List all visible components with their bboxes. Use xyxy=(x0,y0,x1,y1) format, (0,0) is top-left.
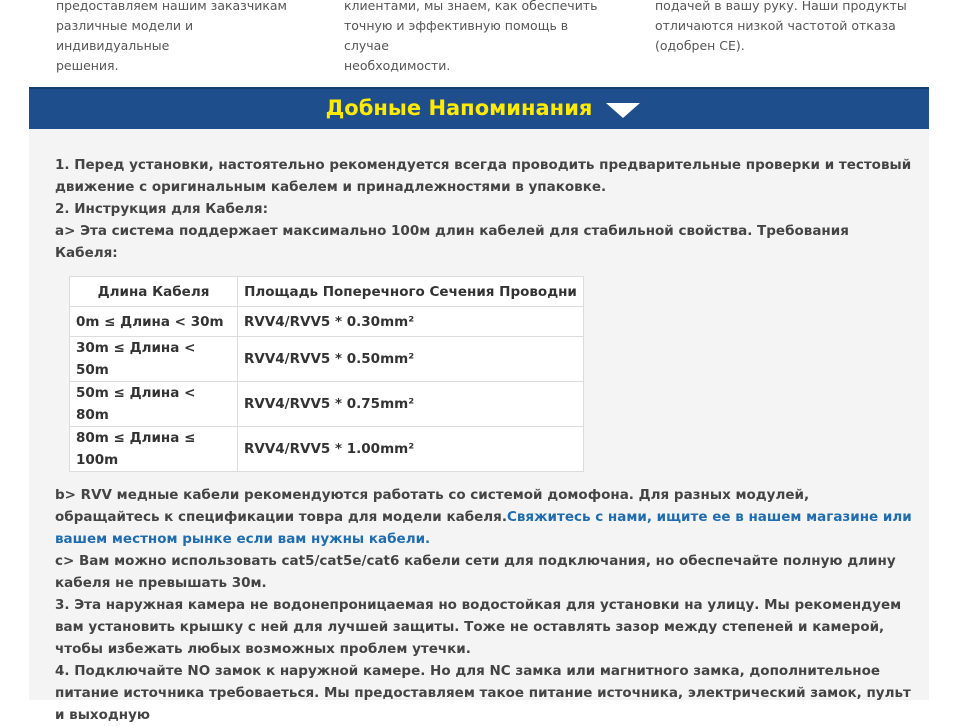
cross-section-cell: RVV4/RVV5 * 0.75mm² xyxy=(238,382,584,427)
feature-column-2 xyxy=(344,0,614,76)
feature-text-line: (одобрен CE). xyxy=(655,38,745,53)
reminder-item-2b xyxy=(55,484,915,550)
cable-length-cell: 80m ≤ Длина ≤ 100m xyxy=(70,427,238,472)
top-feature-columns xyxy=(0,0,958,87)
table-row xyxy=(70,427,584,472)
reminder-item-1: 1. Перед установки, настоятельно рекомендуется всегда проводить предварительные проверки и тестовый движение с оригинальным кабелем и принадлежностями в упаковке. xyxy=(55,157,912,195)
reminder-item-2: 2. Инструкция для Кабеля: xyxy=(55,201,268,217)
feature-text-line: отличаются низкой частотой отказа xyxy=(655,18,896,33)
cable-length-cell: 0m ≤ Длина < 30m xyxy=(70,307,238,337)
feature-text-line: предоставляем нашим заказчикам xyxy=(56,0,287,13)
cable-requirements-table xyxy=(69,276,584,472)
reminder-item-4: 4. Подключайте NO замок к наружной камере. Но для NC замка или магнитного замка, дополнительное питание источника требоваеться. Мы предоставляем такое питание источника, электрический замок, пульт и выходную xyxy=(55,663,911,723)
table-header-row xyxy=(70,277,584,307)
table-row xyxy=(70,382,584,427)
cable-length-cell: 50m ≤ Длина < 80m xyxy=(70,382,238,427)
reminder-item-3: 3. Эта наружная камера не водонепроницаемая но водостойкая для установки на улицу. Мы рекомендуем вам установить крышку с ней для лучшей защиты. Тоже не оставлять зазор между степеней и камерой, чтобы избежать любых возможных проблем утечки. xyxy=(55,597,902,657)
table-row xyxy=(70,337,584,382)
reminders-banner xyxy=(29,87,929,129)
feature-text-line: клиентами, мы знаем, как обеспечить xyxy=(344,0,598,13)
cross-section-cell: RVV4/RVV5 * 1.00mm² xyxy=(238,427,584,472)
feature-text-line: подачей в вашу руку. Наши продукты xyxy=(655,0,907,13)
feature-column-1 xyxy=(56,0,306,76)
table-header-area: Площадь Поперечного Сечения Проводни xyxy=(238,277,584,307)
reminder-item-2a: a> Эта система поддержает максимально 100м длин кабелей для стабильной свойства. Требования Кабеля: xyxy=(55,223,849,261)
reminder-item-2b-text: b> RVV медные кабели рекомендуются работать со системой домофона. Для разных модулей, обращайтесь к спецификации товра для модели кабеля. xyxy=(55,487,810,525)
reminders-content xyxy=(55,154,915,726)
banner-title: Добные Напоминания xyxy=(325,96,593,120)
table-header-length: Длина Кабеля xyxy=(70,277,238,307)
feature-column-3 xyxy=(655,0,915,56)
feature-text-line: необходимости. xyxy=(344,58,451,73)
table-row xyxy=(70,307,584,337)
cross-section-cell: RVV4/RVV5 * 0.30mm² xyxy=(238,307,584,337)
cable-length-cell: 30m ≤ Длина < 50m xyxy=(70,337,238,382)
chevron-down-icon xyxy=(606,103,640,119)
cross-section-cell: RVV4/RVV5 * 0.50mm² xyxy=(238,337,584,382)
feature-text-line: решения. xyxy=(56,58,119,73)
reminder-item-2c: c> Вам можно использовать cat5/cat5e/cat6 кабели сети для подключания, но обеспечайте полную длину кабеля не превышать 30м. xyxy=(55,553,896,591)
contact-us-link[interactable]: Свяжитесь с нами, ищите ее в нашем магазине или вашем местном рынке если вам нужны кабели. xyxy=(55,509,912,547)
feature-text-line: различные модели и индивидуальные xyxy=(56,18,194,53)
feature-text-line: точную и эффективную помощь в случае xyxy=(344,18,569,53)
